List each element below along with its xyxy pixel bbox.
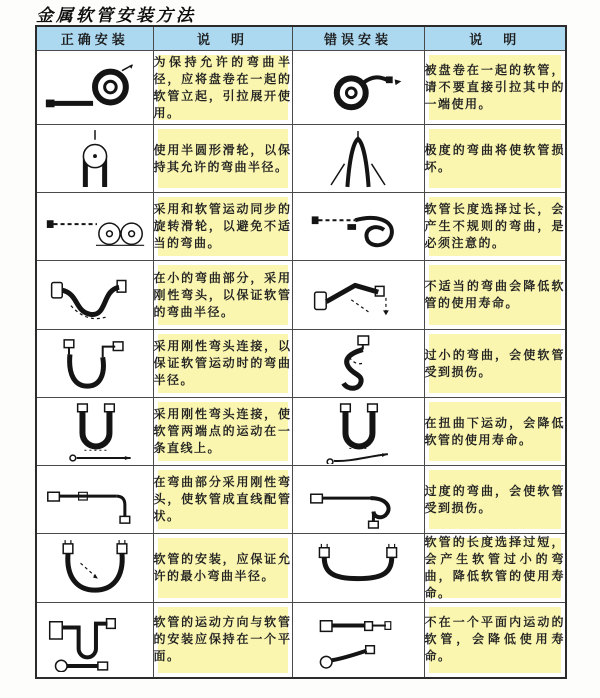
too-small-bend-s-hose-illustration — [305, 332, 411, 396]
correct-image-cell — [36, 261, 153, 330]
overlong-hose-irregular-loop-illustration — [305, 195, 411, 259]
description-text: 被盘卷在一起的软管，请不要直接引拉其中的一端使用。 — [424, 63, 565, 111]
straight-piping-with-rigid-elbow-illustration — [42, 468, 148, 532]
table-row — [36, 51, 566, 125]
correct-image-cell — [36, 398, 153, 466]
table-row — [36, 466, 566, 534]
out-of-plane-motion-hose-illustration — [305, 608, 411, 672]
header-row — [36, 26, 566, 51]
excessive-bend-at-elbow-illustration — [305, 468, 411, 532]
correct-description-cell — [153, 193, 292, 261]
description-text: 过度的弯曲，会使软管受到损伤。 — [424, 483, 565, 515]
hose-over-semicircular-pulley-illustration — [42, 127, 148, 191]
description-text: 不适当的弯曲会降低软管的使用寿命。 — [424, 279, 565, 310]
upright-coil-unrolled-hose-illustration — [42, 56, 148, 120]
header-description-left: 说 明 — [153, 26, 292, 51]
wrong-description-cell — [424, 193, 566, 261]
correct-description-cell — [153, 125, 292, 193]
description-text: 为保持允许的弯曲半径，应将盘卷在一起的软管立起，引拉展开使用。 — [153, 54, 292, 120]
correct-image-cell — [36, 534, 153, 603]
correct-description-cell — [153, 466, 292, 534]
description-text: 采用刚性弯头连接，以保证软管运动时的弯曲半径。 — [153, 339, 292, 387]
correct-description-cell — [153, 51, 292, 125]
wrong-description-cell — [424, 398, 566, 466]
description-text: 在扭曲下运动，会降低软管的使用寿命。 — [424, 415, 565, 447]
correct-description-cell — [153, 330, 292, 398]
description-text: 使用半圆形滑轮，以保持其允许的弯曲半径。 — [153, 142, 292, 174]
coil-pulled-by-one-end-illustration — [305, 56, 411, 120]
u-hose-twisted-motion-illustration — [305, 400, 411, 464]
header-wrong-install: 错误安装 — [292, 26, 424, 51]
wrong-image-cell — [292, 125, 424, 193]
wrong-image-cell — [292, 261, 424, 330]
correct-image-cell — [36, 125, 153, 193]
description-text: 软管的运动方向与软管的安装应保持在一个平面。 — [153, 615, 292, 664]
correct-description-cell — [153, 398, 292, 466]
correct-image-cell — [36, 603, 153, 678]
description-text: 在小的弯曲部分，采用刚性弯头，以保证软管的弯曲半径。 — [153, 270, 292, 319]
page-title: 金属软管安装方法 — [36, 6, 196, 26]
synchronized-rotating-pulley-illustration — [42, 195, 148, 259]
wrong-image-cell — [292, 466, 424, 534]
wrong-description-cell — [424, 603, 566, 678]
description-text: 软管的长度选择过短，会产生软管过小的弯曲，降低软管的使用寿命。 — [424, 535, 565, 600]
rigid-elbow-small-bend-illustration — [42, 263, 148, 327]
correct-image-cell — [36, 330, 153, 398]
improper-sharp-bend-illustration — [305, 263, 411, 327]
header-description-right: 说 明 — [424, 26, 566, 51]
extremely-bent-hose-illustration — [305, 127, 411, 191]
description-text: 过小的弯曲，会使软管受到损伤。 — [424, 347, 565, 379]
table-row — [36, 125, 566, 193]
table-row — [36, 193, 566, 261]
hose-installation-table — [35, 25, 567, 679]
table-row — [36, 261, 566, 330]
description-text: 不在一个平面内运动的软管，会降低使用寿命。 — [424, 615, 565, 664]
wrong-description-cell — [424, 125, 566, 193]
description-text: 软管长度选择过长，会产生不规则的弯曲，是必须注意的。 — [424, 202, 565, 250]
rigid-elbow-connection-u-hose-illustration — [42, 332, 148, 396]
description-text: 在弯曲部分采用刚性弯头，使软管成直线配管状。 — [153, 475, 292, 523]
correct-description-cell — [153, 261, 292, 330]
u-hose-ends-inline-motion-illustration — [42, 400, 148, 464]
wrong-description-cell — [424, 466, 566, 534]
single-plane-motion-hose-illustration — [42, 608, 148, 672]
wrong-image-cell — [292, 330, 424, 398]
wrong-description-cell — [424, 261, 566, 330]
description-text: 软管的安装，应保证允许的最小弯曲半径。 — [153, 552, 292, 583]
table-row — [36, 398, 566, 466]
description-text: 采用刚性弯头连接，使软管两端点的运动在一条直线上。 — [153, 407, 292, 455]
wrong-description-cell — [424, 330, 566, 398]
correct-image-cell — [36, 51, 153, 125]
description-text: 采用和软管运动同步的旋转滑轮，以避免不适当的弯曲。 — [153, 202, 292, 250]
wrong-image-cell — [292, 193, 424, 261]
hanging-u-minimum-bend-radius-illustration — [42, 536, 148, 600]
wrong-image-cell — [292, 534, 424, 603]
description-text: 极度的弯曲将使软管损坏。 — [424, 142, 565, 174]
correct-description-cell — [153, 534, 292, 603]
header-correct-install: 正确安装 — [36, 26, 153, 51]
correct-image-cell — [36, 193, 153, 261]
wrong-image-cell — [292, 398, 424, 466]
too-short-flat-hose-illustration — [305, 536, 411, 600]
table-row — [36, 330, 566, 398]
table-row — [36, 534, 566, 603]
wrong-image-cell — [292, 603, 424, 678]
wrong-description-cell — [424, 534, 566, 603]
correct-description-cell — [153, 603, 292, 678]
correct-image-cell — [36, 466, 153, 534]
wrong-image-cell — [292, 51, 424, 125]
wrong-description-cell — [424, 51, 566, 125]
table-row — [36, 603, 566, 678]
